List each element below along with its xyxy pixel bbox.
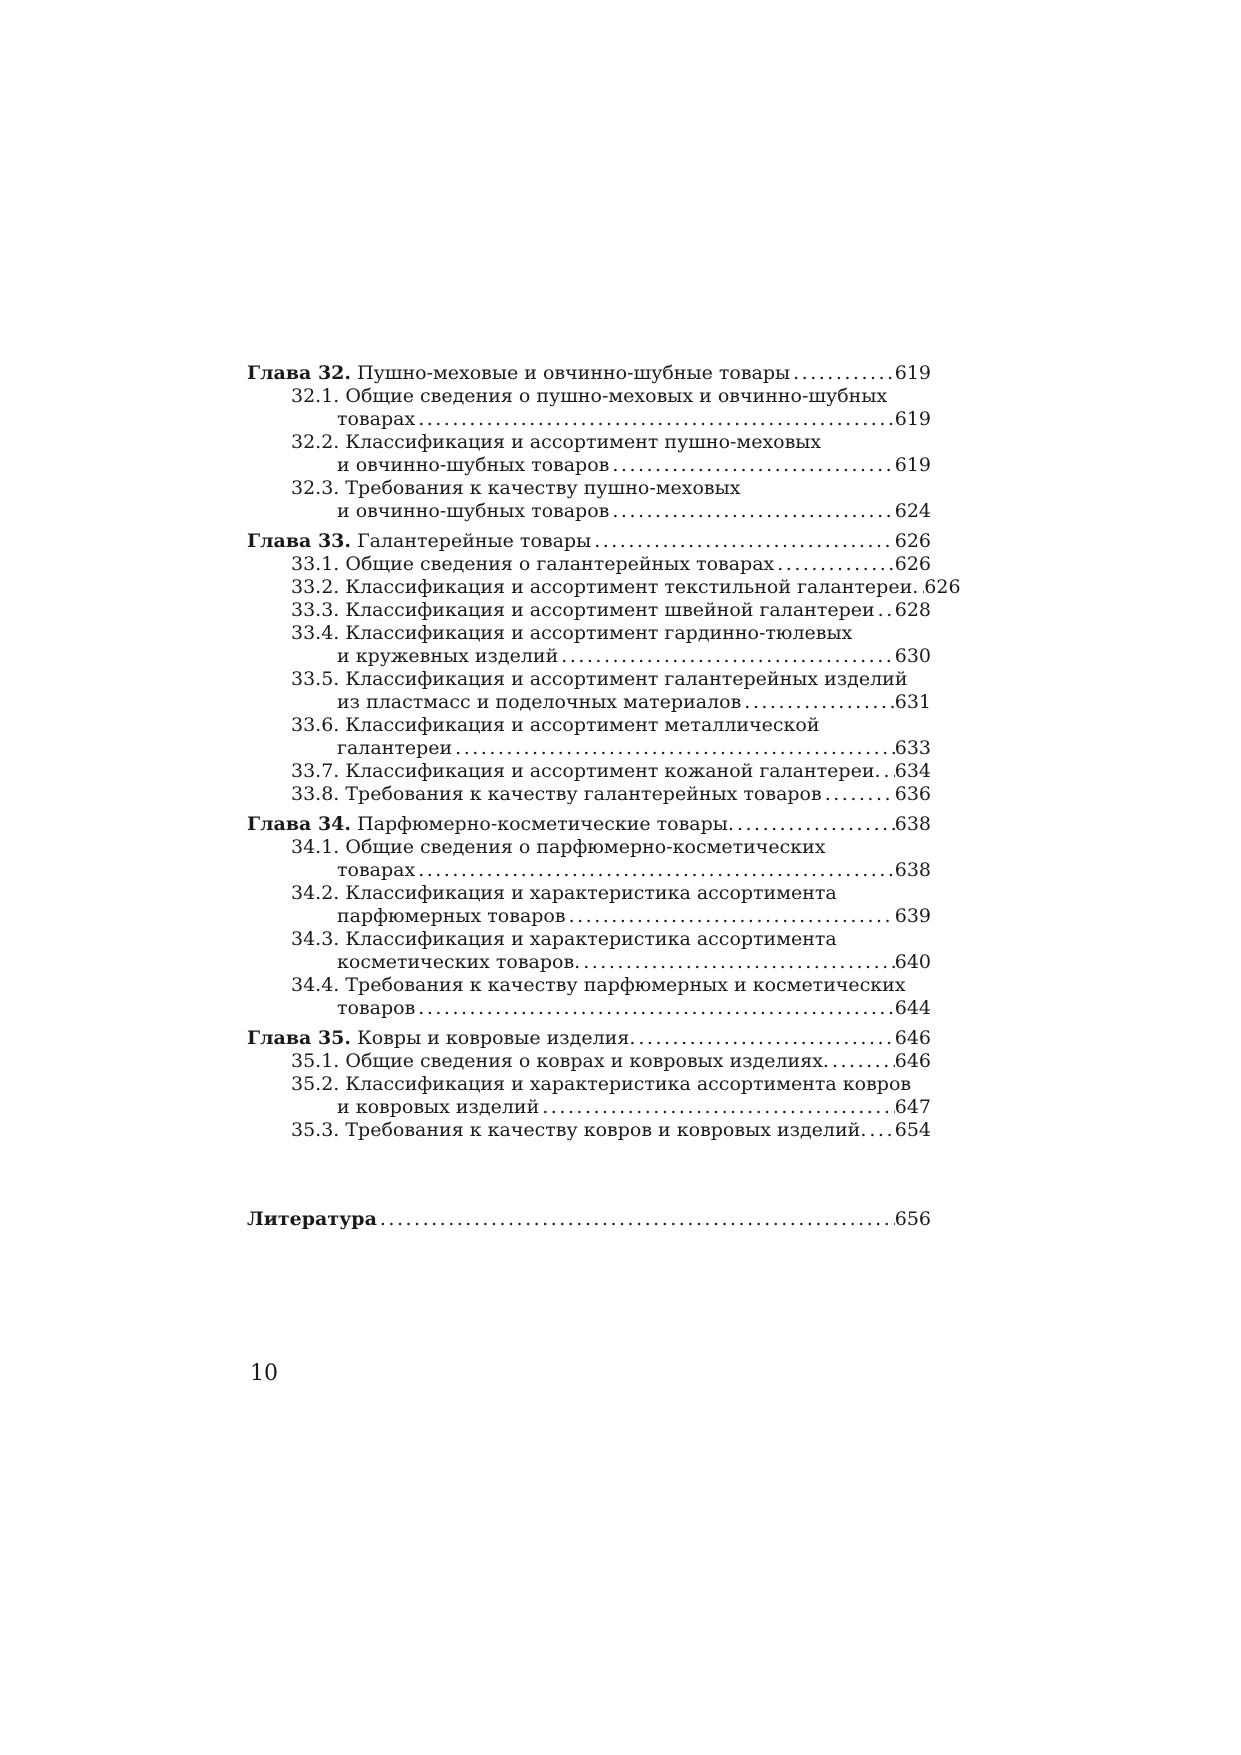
leader-dots: [452, 737, 895, 760]
section-title-continuation: из пластмасс и поделочных материалов: [337, 691, 742, 713]
section-title-continuation: галантереи: [337, 737, 453, 759]
section-title: 33.6. Классификация и ассортимент металлической: [291, 714, 820, 736]
leader-dots: [741, 691, 894, 714]
toc-section-entry[interactable]: [247, 974, 931, 1020]
leader-dots: [635, 1027, 894, 1050]
section-title: 33.3. Классификация и ассортимент швейной галантереи: [291, 599, 875, 621]
toc-section-entry[interactable]: [247, 783, 931, 806]
section-title: 35.1. Общие сведения о коврах и ковровых изделиях.: [291, 1050, 829, 1072]
leader-dots: [415, 997, 894, 1020]
leader-dots: [609, 454, 894, 477]
leader-dots: [377, 1208, 895, 1231]
section-title: 33.8. Требования к качеству галантерейных товаров: [291, 783, 822, 805]
section-page: 628: [894, 599, 931, 621]
leader-dots: [829, 1050, 895, 1073]
toc-chapter: [247, 530, 961, 806]
section-page: 636: [894, 783, 931, 805]
leader-dots: [866, 1119, 894, 1142]
section-page: 631: [894, 691, 931, 713]
section-title-continuation: товаров: [337, 997, 416, 1019]
section-page: 639: [894, 905, 931, 927]
section-title-continuation: и кружевных изделий: [337, 645, 559, 667]
table-of-contents: [247, 362, 961, 1149]
chapter-title: Галантерейные товары: [357, 530, 592, 552]
toc-section-entry[interactable]: [247, 714, 931, 760]
section-page: 634: [894, 760, 931, 782]
toc-section-entry[interactable]: [247, 668, 931, 714]
leader-dots: [790, 362, 895, 385]
section-page: 630: [894, 645, 931, 667]
section-page: 633: [894, 737, 931, 759]
section-page: 624: [894, 500, 931, 522]
leader-dots: [580, 951, 895, 974]
section-page: 646: [894, 1050, 931, 1072]
leader-dots: [566, 905, 895, 928]
section-title: 34.1. Общие сведения о парфюмерно-косметических: [291, 836, 826, 858]
toc-chapter-entry[interactable]: [247, 1027, 931, 1050]
toc-section-entry[interactable]: [247, 385, 931, 431]
section-title-continuation: парфюмерных товаров: [337, 905, 566, 927]
toc-section-entry[interactable]: [247, 1119, 931, 1142]
chapter-title: Ковры и ковровые изделия.: [357, 1027, 636, 1049]
section-title: 32.1. Общие сведения о пушно-меховых и овчинно-шубных: [291, 385, 888, 407]
toc-section-entry[interactable]: [247, 760, 931, 783]
leader-dots: [558, 645, 894, 668]
leader-dots: [415, 408, 895, 431]
chapter-page: 619: [894, 362, 931, 384]
section-title: 33.4. Классификация и ассортимент гардинно-тюлевых: [291, 622, 853, 644]
chapter-page: 638: [894, 813, 931, 835]
section-page: 640: [894, 951, 931, 973]
section-title: 33.7. Классификация и ассортимент кожаной галантереи.: [291, 760, 881, 782]
leader-dots: [539, 1096, 894, 1119]
section-page: 654: [894, 1119, 931, 1141]
toc-chapter: [247, 362, 931, 523]
leader-dots: [734, 813, 895, 836]
leader-dots: [415, 859, 895, 882]
section-title: 33.5. Классификация и ассортимент галантерейных изделий: [291, 668, 908, 690]
toc-chapter: [247, 1027, 931, 1142]
toc-section-entry[interactable]: [247, 1050, 931, 1073]
chapter-page: 626: [894, 530, 931, 552]
section-page: 644: [894, 997, 931, 1019]
toc-section-entry[interactable]: [247, 836, 931, 882]
toc-section-entry[interactable]: [247, 622, 931, 668]
section-title: 34.3. Классификация и характеристика ассортимента: [291, 928, 837, 950]
section-page: 626: [894, 553, 931, 575]
toc-section-entry[interactable]: [247, 477, 931, 523]
section-title-continuation: косметических товаров.: [337, 951, 581, 973]
section-title: 34.2. Классификация и характеристика ассортимента: [291, 882, 837, 904]
section-title: 34.4. Требования к качеству парфюмерных и косметических: [291, 974, 906, 996]
section-title-continuation: товарах: [337, 408, 416, 430]
toc-section-entry[interactable]: [247, 599, 931, 622]
toc-chapter-entry[interactable]: [247, 362, 931, 385]
chapter-page: 646: [894, 1027, 931, 1049]
chapter-label: Глава 33.: [247, 530, 352, 552]
leader-dots: [822, 783, 895, 806]
literature-title: Литература: [247, 1208, 377, 1230]
page-number: 10: [250, 1361, 278, 1386]
leader-dots: [881, 760, 895, 783]
section-page: 626: [924, 576, 961, 598]
toc-section-entry[interactable]: [247, 431, 931, 477]
section-page: 647: [894, 1096, 931, 1118]
chapter-title: Парфюмерно-косметические товары.: [357, 813, 734, 835]
section-page: 638: [894, 859, 931, 881]
section-title-continuation: и овчинно-шубных товаров: [337, 454, 610, 476]
section-page: 619: [894, 408, 931, 430]
toc-chapter-entry[interactable]: [247, 813, 931, 836]
section-page: 619: [894, 454, 931, 476]
chapter-title: Пушно-меховые и овчинно-шубные товары: [357, 362, 791, 384]
toc-section-entry[interactable]: [247, 1073, 931, 1119]
leader-dots: [609, 500, 894, 523]
toc-chapter-entry[interactable]: [247, 530, 931, 553]
literature-page: 656: [894, 1208, 931, 1230]
section-title: 35.2. Классификация и характеристика ассортимента ковров: [291, 1073, 912, 1095]
chapter-label: Глава 35.: [247, 1027, 352, 1049]
leader-dots: [774, 553, 894, 576]
section-title: 32.2. Классификация и ассортимент пушно-меховых: [291, 431, 822, 453]
section-title-continuation: товарах: [337, 859, 416, 881]
section-title-continuation: и ковровых изделий: [337, 1096, 540, 1118]
section-title: 33.2. Классификация и ассортимент текстильной галантереи.: [291, 576, 919, 598]
section-title: 32.3. Требования к качеству пушно-меховых: [291, 477, 741, 499]
chapter-label: Глава 32.: [247, 362, 352, 384]
leader-dots: [591, 530, 895, 553]
toc-section-entry[interactable]: [247, 553, 931, 576]
chapter-label: Глава 34.: [247, 813, 352, 835]
leader-dots: [875, 599, 895, 622]
section-title: 33.1. Общие сведения о галантерейных товарах: [291, 553, 775, 575]
toc-literature-entry[interactable]: [247, 1208, 931, 1231]
toc-section-entry[interactable]: [247, 882, 931, 928]
toc-section-entry[interactable]: [247, 928, 931, 974]
section-title-continuation: и овчинно-шубных товаров: [337, 500, 610, 522]
section-title: 35.3. Требования к качеству ковров и ковровых изделий.: [291, 1119, 867, 1141]
toc-chapter: [247, 813, 931, 1020]
toc-section-entry[interactable]: [247, 576, 961, 599]
